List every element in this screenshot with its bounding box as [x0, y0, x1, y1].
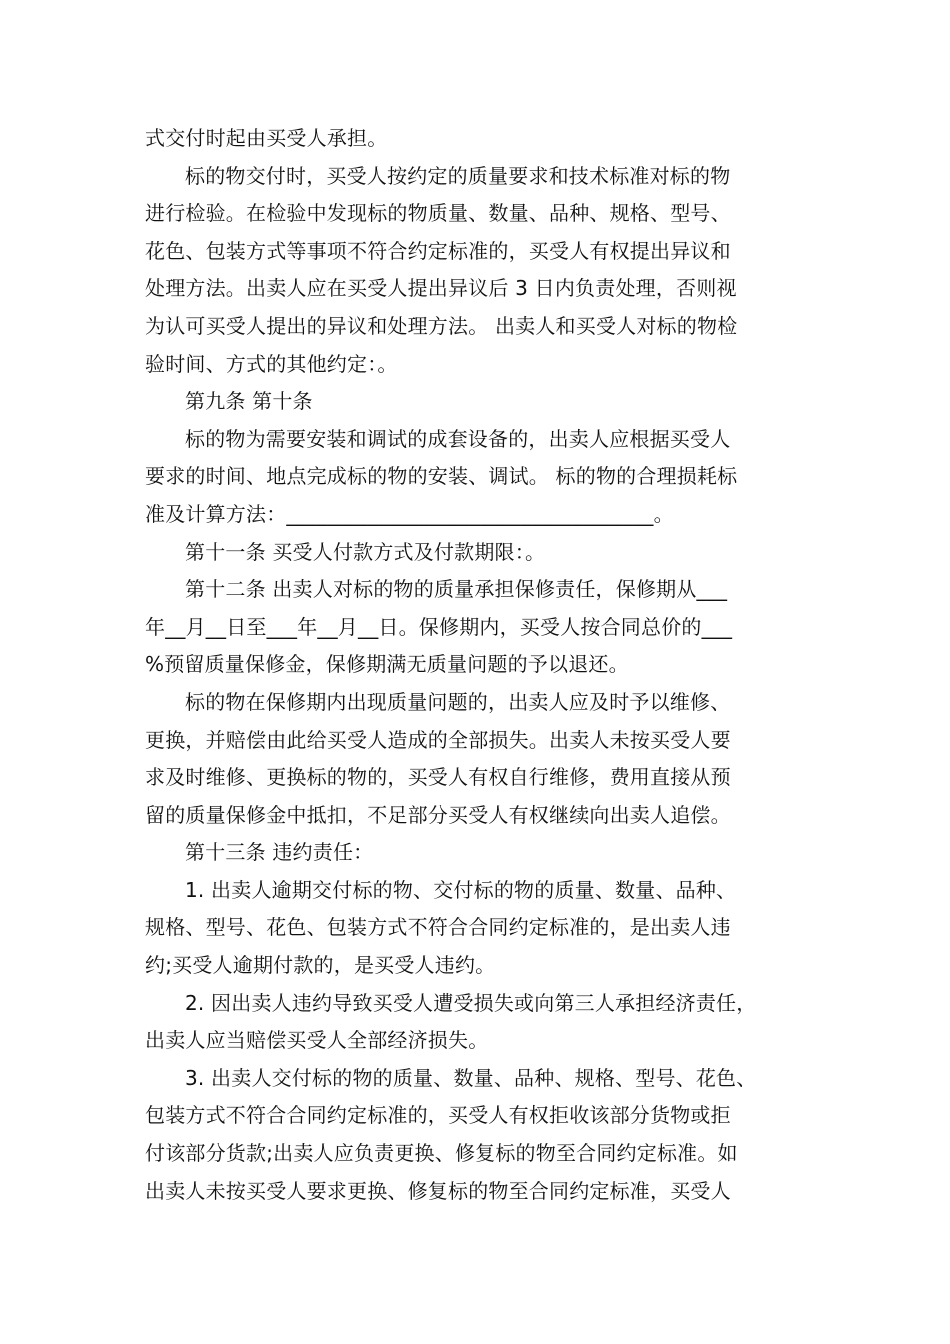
- paragraph-line: 花色、包装方式等事项不符合约定标准的，买受人有权提出异议和: [145, 238, 731, 263]
- paragraph-line: 包装方式不符合合同约定标准的，买受人有权拒收该部分货物或拒: [145, 1103, 731, 1128]
- paragraph-line: 1. 出卖人逾期交付标的物、交付标的物的质量、数量、品种、: [185, 877, 737, 902]
- paragraph-installation: [145, 421, 815, 534]
- paragraph-line: 式交付时起由买受人承担。: [145, 126, 388, 150]
- paragraph-line: 约;买受人逾期付款的，是买受人违约。: [145, 953, 496, 978]
- article-9-10-heading: [145, 383, 815, 421]
- list-item-2: [145, 985, 815, 1060]
- paragraph-line: 留的质量保修金中抵扣，不足部分买受人有权继续向出卖人追偿。: [145, 802, 731, 827]
- paragraph-line: 2. 因出卖人违约导致买受人遭受损失或向第三人承担经济责任，: [185, 990, 757, 1015]
- list-item-3: [145, 1060, 815, 1210]
- paragraph-line: %预留质量保修金，保修期满无质量问题的予以退还。: [145, 652, 629, 677]
- paragraph-line: 处理方法。出卖人应在买受人提出异议后 3 日内负责处理，否则视: [145, 276, 737, 301]
- paragraph-line: 第十二条 出卖人对标的物的质量承担保修责任，保修期从___: [185, 577, 728, 602]
- paragraph-line: 标的物在保修期内出现质量问题的，出卖人应及时予以维修、: [185, 689, 731, 714]
- paragraph-line: 进行检验。在检验中发现标的物质量、数量、品种、规格、型号、: [145, 201, 731, 226]
- paragraph-line: 第九条 第十条: [185, 389, 313, 414]
- paragraph-line: 第十三条 违约责任：: [185, 840, 374, 865]
- paragraph-line: 第十一条 买受人付款方式及付款期限：。: [185, 539, 546, 564]
- paragraph-line: 要求的时间、地点完成标的物的安装、调试。 标的物的合理损耗标: [145, 464, 738, 489]
- paragraph-line: 出卖人应当赔偿买受人全部经济损失。: [145, 1028, 489, 1053]
- paragraph-line: 更换，并赔偿由此给买受人造成的全部损失。出卖人未按买受人要: [145, 727, 731, 752]
- article-13-heading: [145, 834, 815, 872]
- paragraph-line: 规格、型号、花色、包装方式不符合合同约定标准的，是出卖人违: [145, 915, 731, 940]
- paragraph-line: 准及计算方法：____________________________________。: [145, 501, 674, 526]
- paragraph-line: 标的物为需要安装和调试的成套设备的，出卖人应根据买受人: [185, 426, 731, 451]
- paragraph-2-inspection: [145, 158, 815, 384]
- article-12: [145, 571, 815, 684]
- paragraph-1: [145, 120, 815, 158]
- paragraph-line: 3. 出卖人交付标的物的质量、数量、品种、规格、型号、花色、: [185, 1065, 757, 1090]
- article-11: [145, 534, 815, 572]
- paragraph-warranty-issues: [145, 684, 815, 834]
- paragraph-line: 付该部分货款;出卖人应负责更换、修复标的物至合同约定标准。如: [145, 1141, 738, 1166]
- paragraph-line: 求及时维修、更换标的物的，买受人有权自行维修，费用直接从预: [145, 765, 731, 790]
- paragraph-line: 验时间、方式的其他约定：。: [145, 351, 398, 376]
- paragraph-line: 为认可买受人提出的异议和处理方法。 出卖人和买受人对标的物检: [145, 313, 738, 338]
- document-body: [145, 120, 815, 1210]
- paragraph-line: 年__月__日至___年__月__日。保修期内，买受人按合同总价的___: [145, 614, 733, 639]
- paragraph-line: 标的物交付时，买受人按约定的质量要求和技术标准对标的物: [185, 163, 731, 188]
- paragraph-line: 出卖人未按买受人要求更换、修复标的物至合同约定标准，买受人: [145, 1178, 731, 1203]
- list-item-1: [145, 872, 815, 985]
